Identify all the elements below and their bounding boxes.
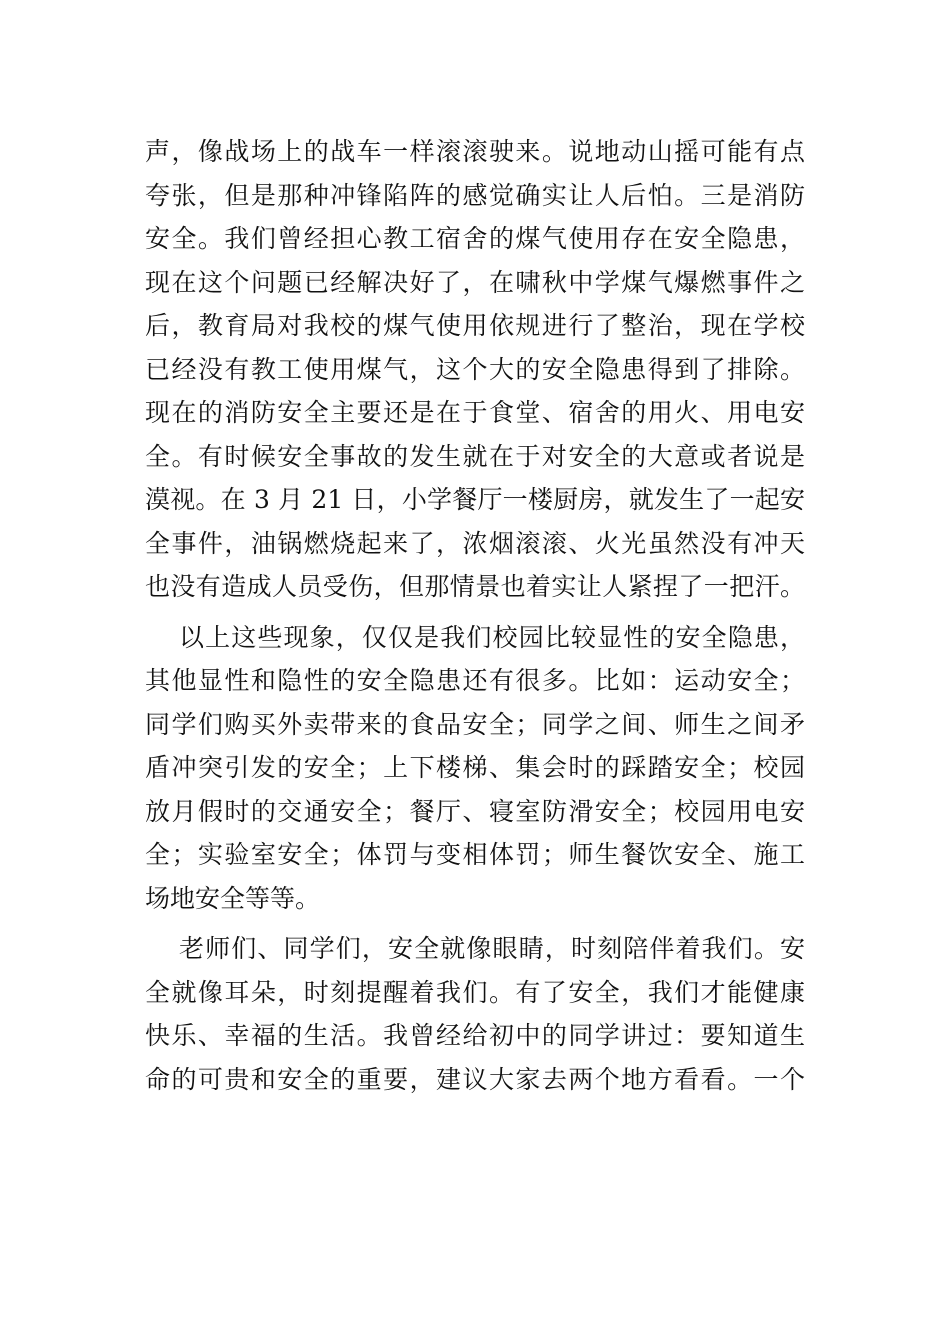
text-line: 快乐、幸福的生活。我曾经给初中的同学讲过：要知道生 <box>145 1021 805 1050</box>
text-line: 其他显性和隐性的安全隐患还有很多。比如：运动安全； <box>145 666 805 695</box>
text-line: 全就像耳朵，时刻提醒着我们。有了安全，我们才能健康 <box>145 977 805 1007</box>
text-line: 全；实验室安全；体罚与变相体罚；师生餐饮安全、施工 <box>145 840 805 869</box>
text-line: 场地安全等等。 <box>145 883 321 913</box>
text-line: 命的可贵和安全的重要，建议大家去两个地方看看。一个 <box>145 1064 805 1094</box>
text-line: 放月假时的交通安全；餐厅、寝室防滑安全；校园用电安 <box>145 796 805 826</box>
text-line: 后，教育局对我校的煤气使用依规进行了整治，现在学校 <box>145 311 805 340</box>
text-line: 以上这些现象，仅仅是我们校园比较显性的安全隐患， <box>179 622 805 652</box>
text-line: 声，像战场上的战车一样滚滚驶来。说地动山摇可能有点 <box>145 137 805 166</box>
text-line: 盾冲突引发的安全；上下楼梯、集会时的踩踏安全；校园 <box>145 753 805 782</box>
text-line: 现在这个问题已经解决好了，在啸秋中学煤气爆燃事件之 <box>145 267 805 297</box>
text-line: 全。有时候安全事故的发生就在于对安全的大意或者说是 <box>145 441 805 471</box>
text-line: 全事件，油锅燃烧起来了，浓烟滚滚、火光虽然没有冲天 <box>145 528 805 558</box>
text-line: 现在的消防安全主要还是在于食堂、宿舍的用火、用电安 <box>145 398 805 427</box>
paragraph-3 <box>145 927 805 1101</box>
text-line: 也没有造成人员受伤，但那情景也着实让人紧捏了一把汗。 <box>145 572 805 601</box>
document-body <box>145 130 805 1101</box>
text-line: 老师们、同学们，安全就像眼睛，时刻陪伴着我们。安 <box>179 934 805 963</box>
text-line: 漠视。在 3 月 21 日，小学餐厅一楼厨房，就发生了一起安 <box>145 485 805 514</box>
paragraph-2 <box>145 616 805 921</box>
text-line: 已经没有教工使用煤气，这个大的安全隐患得到了排除。 <box>145 354 805 384</box>
paragraph-1 <box>145 130 805 609</box>
text-line: 夸张，但是那种冲锋陷阵的感觉确实让人后怕。三是消防 <box>145 180 805 210</box>
text-line: 安全。我们曾经担心教工宿舍的煤气使用存在安全隐患， <box>145 224 805 253</box>
text-line: 同学们购买外卖带来的食品安全；同学之间、师生之间矛 <box>145 709 805 739</box>
